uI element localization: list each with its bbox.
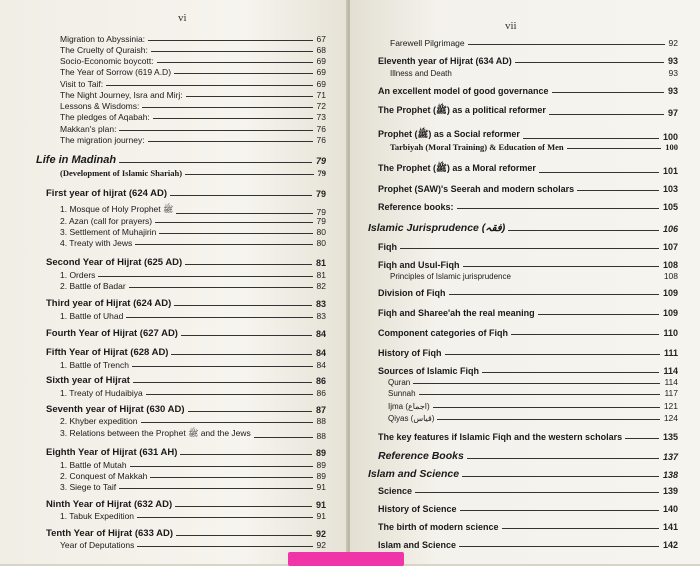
- toc-entry: Islam and Science 142: [378, 540, 678, 550]
- toc-entry: Qiyas (قیاس) 124: [388, 413, 678, 423]
- toc-entry: History of Science 140: [378, 504, 678, 514]
- toc-entry: 2. Conquest of Makkah 89: [60, 471, 326, 481]
- toc-entry: Fiqh and Sharee'ah the real meaning 109: [378, 308, 678, 318]
- toc-entry: Principles of Islamic jurisprudence 108: [390, 271, 678, 281]
- toc-entry: Tarbiyah (Moral Training) & Education of Men 100: [390, 142, 678, 152]
- toc-entry: The Prophet (ﷺ) as a Moral reformer 101: [378, 163, 678, 176]
- toc-entry: (Development of Islamic Shariah) 79: [60, 168, 326, 178]
- toc-entry: Visit to Taif: 69: [60, 79, 326, 89]
- toc-section-heading: Islamic Jurisprudence (فقہ) 106: [368, 222, 678, 234]
- toc-entry: Seventh year of Hijrat (630 AD) 87: [46, 404, 326, 415]
- toc-entry: The Year of Sorrow (619 A.D) 69: [60, 67, 326, 77]
- toc-entry: The Prophet (ﷺ) as a political reformer 97: [378, 105, 678, 118]
- page-number: vii: [505, 20, 517, 32]
- toc-entry: The pledges of Aqabah: 73: [60, 112, 326, 122]
- toc-entry: Component categories of Fiqh 110: [378, 328, 678, 338]
- toc-entry: 3. Settlement of Muhajirin 80: [60, 227, 326, 237]
- toc-entry: 1. Battle of Trench 84: [60, 360, 326, 370]
- toc-entry: The Night Journey, Isra and Mirj: 71: [60, 90, 326, 100]
- toc-entry: Sixth year of Hijrat 86: [46, 375, 326, 386]
- toc-entry: Fiqh 107: [378, 242, 678, 252]
- toc-entry: 4. Treaty with Jews 80: [60, 238, 326, 248]
- toc-section-heading: Islam and Science 138: [368, 468, 678, 480]
- toc-entry: Makkan's plan: 76: [60, 124, 326, 134]
- toc-entry: Fifth Year of Hijrat (628 AD) 84: [46, 347, 326, 358]
- toc-entry: Third year of Hijrat (624 AD) 83: [46, 298, 326, 309]
- toc-entry: Sunnah 117: [388, 388, 678, 398]
- toc-entry: Second Year of Hijrat (625 AD) 81: [46, 257, 326, 268]
- toc-entry: History of Fiqh 111: [378, 348, 678, 358]
- toc-entry: 1. Battle of Mutah 89: [60, 460, 326, 470]
- toc-entry: 3. Relations between the Prophet ﷺ and the Jews 88: [60, 428, 326, 441]
- toc-entry: Year of Deputations 92: [60, 540, 326, 550]
- toc-entry: Ijma (اجماع) 121: [388, 401, 678, 411]
- toc-entry: An excellent model of good governance 93: [378, 86, 678, 96]
- toc-entry: 1. Mosque of Holy Prophet ﷺ 79: [60, 204, 326, 217]
- toc-entry: 2. Khyber expedition 88: [60, 416, 326, 426]
- toc-entry: The Cruelty of Quraish: 68: [60, 45, 326, 55]
- toc-entry: Ninth Year of Hijrat (632 AD) 91: [46, 499, 326, 510]
- toc-entry: Migration to Abyssinia: 67: [60, 34, 326, 44]
- toc-entry: The birth of modern science 141: [378, 522, 678, 532]
- toc-entry: 3. Siege to Taif 91: [60, 482, 326, 492]
- toc-entry: The migration journey: 76: [60, 135, 326, 145]
- toc-entry: Prophet (SAW)'s Seerah and modern scholars 103: [378, 184, 678, 194]
- toc-entry: 2. Azan (call for prayers) 79: [60, 216, 326, 226]
- toc-entry: 1. Battle of Uhad 83: [60, 311, 326, 321]
- toc-entry: Division of Fiqh 109: [378, 288, 678, 298]
- toc-entry: 2. Battle of Badar 82: [60, 281, 326, 291]
- toc-entry: First year of hijrat (624 AD) 79: [46, 188, 326, 199]
- toc-section-heading: Reference Books 137: [378, 450, 678, 462]
- toc-entry: Lessons & Wisdoms: 72: [60, 101, 326, 111]
- toc-entry: Quran 114: [388, 377, 678, 387]
- toc-entry: Prophet (ﷺ) as a Social reformer 100: [378, 129, 678, 142]
- toc-entry: Fourth Year of Hijrat (627 AD) 84: [46, 328, 326, 339]
- toc-section-heading: Life in Madinah 79: [36, 154, 326, 166]
- toc-entry: Eleventh year of Hijrat (634 AD) 93: [378, 56, 678, 66]
- toc-entry: Fiqh and Usul-Fiqh 108: [378, 260, 678, 270]
- toc-entry: Reference books: 105: [378, 202, 678, 212]
- toc-entry: Farewell Pilgrimage 92: [390, 38, 678, 48]
- toc-entry: Science 139: [378, 486, 678, 496]
- toc-entry: Illness and Death 93: [390, 68, 678, 78]
- left-page: [0, 0, 348, 564]
- toc-entry: Eighth Year of Hijrat (631 AH) 89: [46, 447, 326, 458]
- toc-entry: Tenth Year of Hijrat (633 AD) 92: [46, 528, 326, 539]
- toc-entry: Socio-Economic boycott: 69: [60, 56, 326, 66]
- toc-entry: 1. Orders 81: [60, 270, 326, 280]
- page-number: vi: [178, 12, 187, 24]
- toc-entry: 1. Tabuk Expedition 91: [60, 511, 326, 521]
- toc-entry: The key features if Islamic Fiqh and the western scholars 135: [378, 432, 678, 442]
- toc-entry: 1. Treaty of Hudaibiya 86: [60, 388, 326, 398]
- right-page: [350, 0, 700, 564]
- toc-entry: Sources of Islamic Fiqh 114: [378, 366, 678, 376]
